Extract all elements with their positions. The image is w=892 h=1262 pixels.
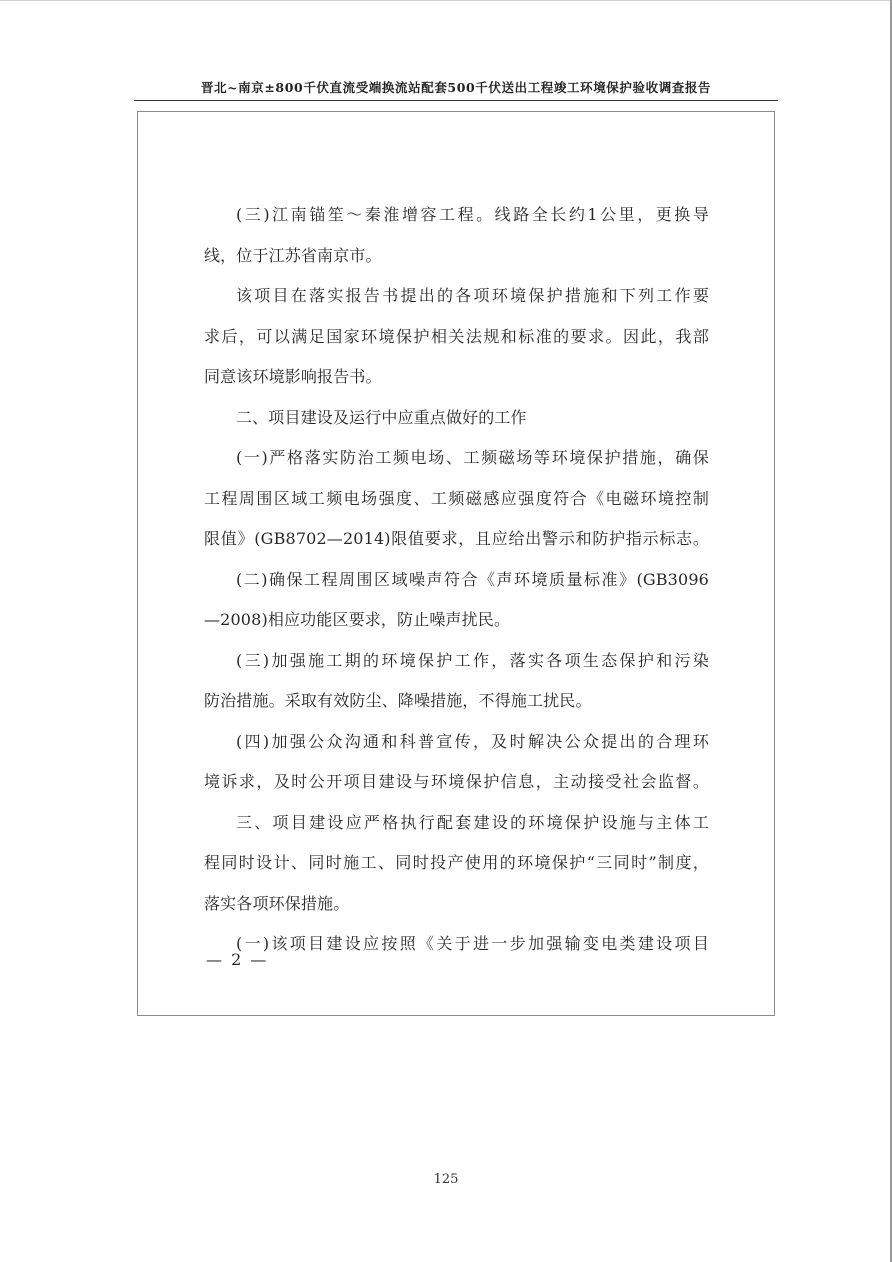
page-top-edge <box>0 0 892 1</box>
section-heading: 三、项目建设应严格执行配套建设的环境保护设施与主体工 <box>236 812 709 832</box>
paragraph-line: (一)严格落实防治工频电场、工频磁场等环境保护措施，确保 <box>236 448 709 467</box>
paragraph-line: —2008)相应功能区要求，防止噪声扰民。 <box>204 610 511 629</box>
paragraph-line: 程同时设计、同时施工、同时投产使用的环境保护“三同时”制度， <box>204 853 709 872</box>
paragraph-line: 该项目在落实报告书提出的各项环境保护措施和下列工作要 <box>236 286 709 305</box>
paragraph-line: (三)加强施工期的环境保护工作，落实各项生态保护和污染 <box>236 650 709 670</box>
paragraph-line: 工程周围区域工频电场强度、工频磁感应强度符合《电磁环境控制 <box>204 488 709 508</box>
paragraph-line: 同意该环境影响报告书。 <box>204 367 382 386</box>
report-page-number: 125 <box>433 1172 459 1187</box>
paragraph-line: 线，位于江苏省南京市。 <box>204 245 382 265</box>
paragraph-line: 防治措施。采取有效防尘、降噪措施，不得施工扰民。 <box>204 691 592 710</box>
report-header-title: 晋北~南京±800千伏直流受端换流站配套500千伏送出工程竣工环境保护验收调查报告 <box>200 80 712 95</box>
scanned-page-number: — 2 — <box>206 950 269 969</box>
paragraph-line: 求后，可以满足国家环境保护相关法规和标准的要求。因此，我部 <box>204 326 709 346</box>
paragraph-line: (一)该项目建设应按照《关于进一步加强输变电类建设项目 <box>236 934 709 953</box>
paragraph-line: 落实各项环保措施。 <box>204 893 350 913</box>
paragraph-line: (三)江南锚笙～秦淮增容工程。线路全长约1公里，更换导 <box>236 205 709 224</box>
paragraph-line: 限值》(GB8702—2014)限值要求，且应给出警示和防护指示标志。 <box>204 529 709 548</box>
paragraph-line: 境诉求，及时公开项目建设与环境保护信息，主动接受社会监督。 <box>204 772 709 791</box>
scanned-document-text <box>204 195 709 965</box>
paragraph-line: (四)加强公众沟通和科普宣传，及时解决公众提出的合理环 <box>236 731 709 751</box>
paragraph-line: (二)确保工程周围区域噪声符合《声环境质量标准》(GB3096 <box>236 569 709 589</box>
section-heading: 二、项目建设及运行中应重点做好的工作 <box>236 407 527 427</box>
header-divider <box>134 100 778 101</box>
